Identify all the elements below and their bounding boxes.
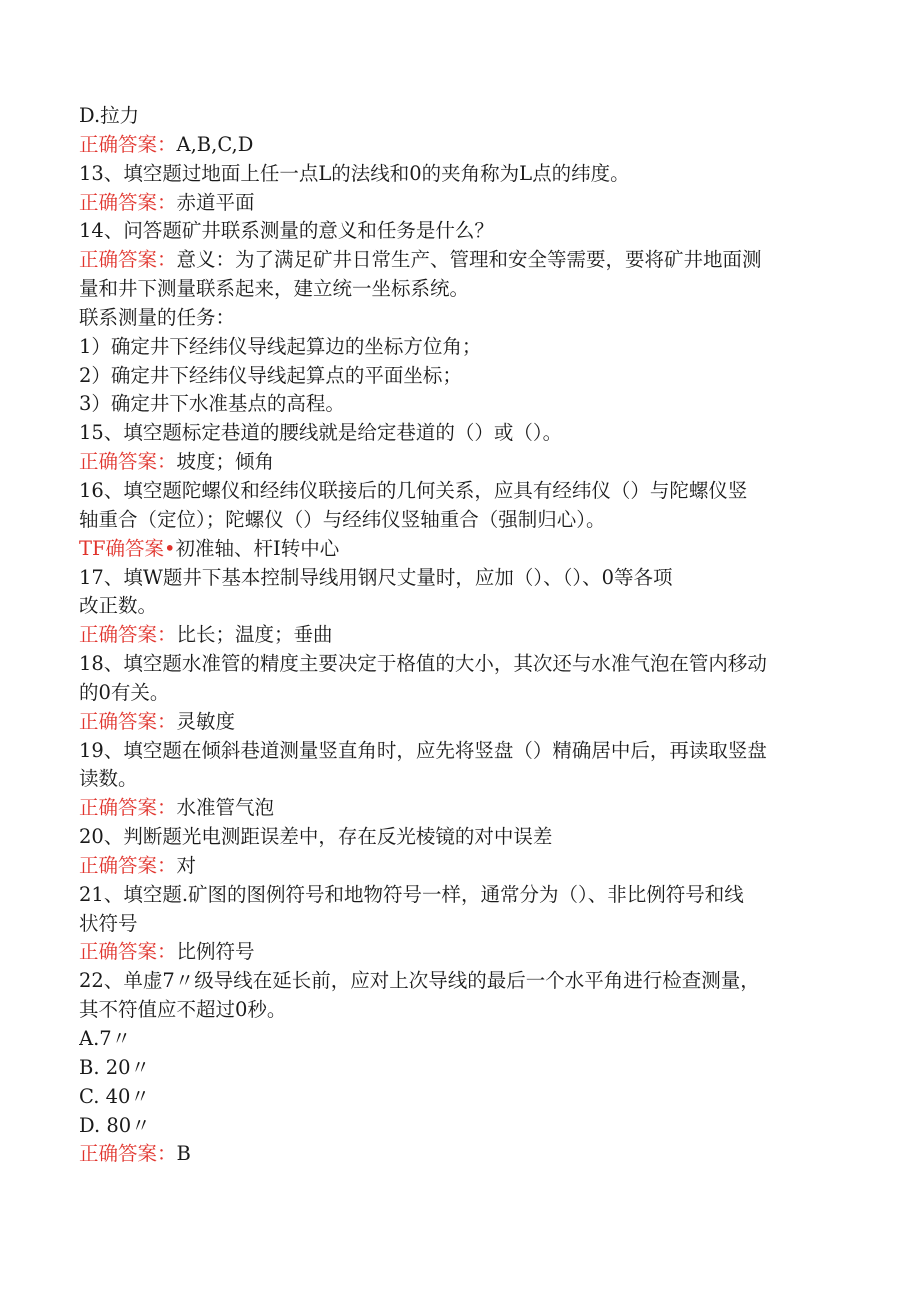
answer-label: TF确答案• <box>79 536 176 560</box>
answer-text: 坡度；倾角 <box>176 450 275 474</box>
answer-line <box>79 448 849 477</box>
text-line: D.拉力 <box>79 104 140 127</box>
answer-text: 灵敏度 <box>176 709 236 733</box>
option-line: D. 80〃 <box>79 1113 151 1137</box>
question-line: 14、问答题矿井联系测量的意义和任务是什么？ <box>79 219 494 243</box>
answer-text: 意义：为了满足矿井日常生产、管理和安全等需要，要将矿井地面测 <box>176 248 762 272</box>
answer-label: 正确答案： <box>79 940 177 964</box>
option-line: C. 40〃 <box>79 1084 150 1108</box>
option-line: B. 20〃 <box>79 1055 151 1079</box>
answer-text: 赤道平面 <box>176 190 255 214</box>
answer-line <box>79 621 849 650</box>
answer-line <box>79 535 849 564</box>
answer-label: 正确答案： <box>79 709 177 733</box>
question-line: 19、填空题在倾斜巷道测量竖直角时，应先将竖盘（）精确居中后，再读取竖盘 <box>79 738 767 762</box>
question-line: 17、填W题井下基本控制导线用钢尺丈量时，应加（）、（）、0等各项 <box>79 565 673 589</box>
answer-label: 正确答案： <box>79 623 177 647</box>
text-line: 的0有关。 <box>79 680 170 704</box>
answer-line <box>79 938 849 967</box>
question-line: 13、填空题过地面上任一点L的法线和0的夹角称为L点的纬度。 <box>79 161 630 185</box>
answer-line <box>79 852 849 881</box>
question-line: 18、填空题水准管的精度主要决定于格值的大小，其次还与水准气泡在管内移动 <box>79 652 767 676</box>
text-line: 读数。 <box>79 767 138 791</box>
option-line: A.7〃 <box>79 1027 132 1050</box>
answer-label: 正确答案： <box>79 248 177 272</box>
answer-text: 初准轴、杆I转中心 <box>175 536 340 560</box>
document-page <box>79 102 849 1169</box>
answer-text: 比例符号 <box>176 940 255 964</box>
answer-text: 比长；温度；垂曲 <box>176 623 333 647</box>
answer-line <box>79 189 849 218</box>
text-line: 轴重合（定位）；陀螺仪（）与经纬仪竖轴重合（强制归心）。 <box>79 507 606 531</box>
question-line: 15、填空题标定巷道的腰线就是给定巷道的（）或（）。 <box>79 421 563 445</box>
answer-line <box>79 131 849 160</box>
question-line: 16、填空题陀螺仪和经纬仪联接后的几何关系，应具有经纬仪（）与陀螺仪竖 <box>79 478 748 502</box>
answer-text: 水准管气泡 <box>176 796 275 820</box>
answer-label: 正确答案： <box>79 450 177 474</box>
answer-label: 正确答案： <box>79 132 177 156</box>
answer-line <box>79 1140 849 1169</box>
text-line: 量和井下测量联系起来，建立统一坐标系统。 <box>79 277 470 301</box>
text-line: 状符号 <box>79 911 138 935</box>
text-line: 1）确定井下经纬仪导线起算边的坐标方位角； <box>79 334 482 358</box>
answer-text: B <box>176 1142 191 1166</box>
answer-line <box>79 708 849 737</box>
answer-text: 对 <box>176 853 197 877</box>
text-line: 其不符值应不超过0秒。 <box>79 998 287 1022</box>
text-line: 2）确定井下经纬仪导线起算点的平面坐标； <box>79 363 462 387</box>
question-line: 21、填空题.矿图的图例符号和地物符号一样，通常分为（）、非比例符号和线 <box>79 882 744 906</box>
answer-text: A,B,C,D <box>176 132 254 156</box>
text-line: 3）确定井下水准基点的高程。 <box>79 392 345 416</box>
answer-line <box>79 794 849 823</box>
answer-label: 正确答案： <box>79 1142 177 1166</box>
question-line: 22、单虚7〃级导线在延长前，应对上次导线的最后一个水平角进行检查测量， <box>79 969 760 993</box>
answer-line <box>79 246 849 275</box>
answer-label: 正确答案： <box>79 190 177 214</box>
text-line: 联系测量的任务： <box>79 305 236 329</box>
question-line: 20、判断题光电测距误差中，存在反光棱镜的对中误差 <box>79 825 553 849</box>
text-line: 改正数。 <box>79 594 158 618</box>
answer-label: 正确答案： <box>79 853 177 877</box>
answer-label: 正确答案： <box>79 796 177 820</box>
